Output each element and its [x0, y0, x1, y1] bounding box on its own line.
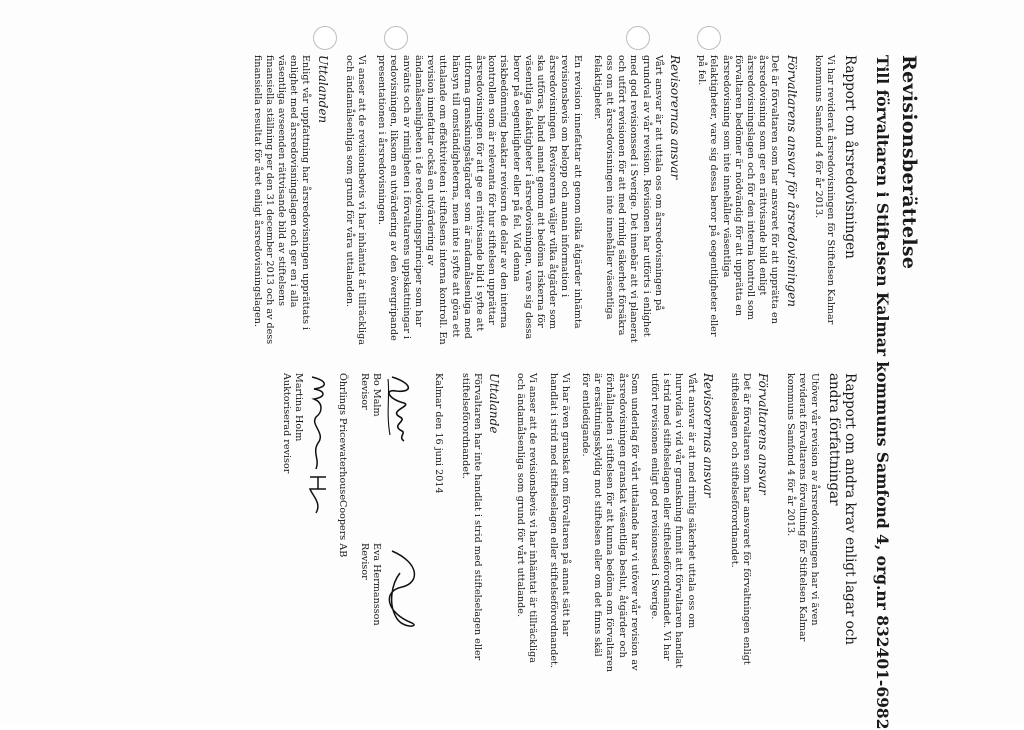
signer-name: Eva Hermansson — [371, 543, 383, 626]
paragraph: Förvaltaren har inte handlat i strid med stiftelselagen eller stiftelseförordnandet. — [459, 373, 483, 661]
paragraph: Vårt ansvar är att uttala oss om årsredovisningen på grundval av vår revision. Revisionen har utförts i enlighet med god revisionssed i Sverige. Det innebär att vi planerat och utfört revisionen för att med rimlig säkerhet försäkra oss om att årsredovisningen inte innehåller väsentliga felaktigheter. — [591, 55, 664, 343]
section-heading: Revisorernas ansvar — [667, 55, 682, 180]
document-subtitle: Till förvaltaren i Stiftelsen Kalmar kommuns Samfond 4, org.nr 832401-6982 — [873, 55, 892, 730]
left-column — [242, 55, 858, 345]
paragraph: Det är förvaltaren som har ansvaret för förvaltningen enligt stiftelselagen och stiftelseförordnandet. — [728, 373, 753, 665]
right-column — [268, 373, 858, 673]
signer-role: Auktoriserad revisor — [281, 373, 293, 474]
signature-bo-malm — [380, 373, 418, 443]
signer — [358, 543, 382, 626]
paragraph: Vi har reviderat årsredovisningen för Stiftelsen Kalmar kommuns Samfond 4 för år 2013. — [812, 55, 836, 325]
signer-role: Revisor — [359, 373, 371, 410]
signer-name: Bo Malm — [371, 373, 383, 417]
section-heading: Rapport om andra krav enligt lagar och andra författningar — [826, 373, 858, 645]
paragraph: Vi anser att de revisionsbevis vi har inhämtat är tillräckliga och ändamålsenliga som grund för våra uttalanden. — [343, 55, 368, 345]
section-heading: Rapport om årsredovisningen — [842, 55, 858, 259]
signer — [280, 373, 304, 473]
audit-firm: Öhrlings PricewaterhouseCoopers AB — [337, 373, 349, 558]
section-heading: Uttalanden — [315, 55, 330, 124]
signer — [358, 373, 382, 417]
signature-block — [268, 373, 418, 673]
section-heading: Förvaltarens ansvar — [756, 373, 771, 495]
section-heading: Uttalande — [486, 373, 501, 434]
paragraph: Vi har även granskat om förvaltaren på annat sätt har handlat i strid med stiftelselagen eller stiftelseförordnandet. — [547, 373, 571, 668]
paragraph: Som underlag för vårt uttalande har vi utöver vår revision av årsredovisningen granskat väsentliga beslut, åtgärder och förhållanden i stiftelsen för att kunna bedöma om förvaltaren är ersättningsskyldig mot stiftelsen eller om det finns skäl för entledigande. — [579, 373, 640, 673]
document-title: Revisionsberättelse — [898, 55, 920, 270]
paragraph: Det är förvaltaren som har ansvaret för att upprätta en årsredovisning som ger en rättvisande bild enligt årsredovisningslagen och för den interna kontroll som förvaltaren bedömer är nödvändig för att upprätta en årsredovisning som inte innehåller väsentliga felaktigheter, vare sig dessa beror på oegentligheter eller på fel. — [696, 55, 781, 337]
paragraph: Enligt vår uppfattning har årsredovisningen upprättats i enlighet med årsredovisningslagen och ger en i alla väsentliga avseenden rättvisande bild av stiftelsens finansiella ställning per den 31 december 2013 och av dess finansiella resultat för året enligt årsredovisningslagen. — [251, 55, 312, 345]
signature-eva-hermansson — [380, 543, 422, 633]
section-heading: Revisorernas ansvar — [700, 373, 715, 498]
signer-name: Martina Holm — [293, 373, 305, 442]
signer-role: Revisor — [359, 543, 371, 580]
paragraph: Vårt ansvar är att med rimlig säkerhet uttala oss om huruvida vi vid vår granskning funnit att förvaltaren handlat i strid med stiftelselagen eller stiftelseförordnandet. Vi har utfört revisionen enligt god revisionssed i Sverige. — [648, 373, 697, 669]
paragraph: Vi anser att de revisionsbevis vi har inhämtat är tillräckliga och ändamålsenliga som grund för vårt uttalande. — [515, 373, 539, 663]
paragraph: En revision innefattar att genom olika åtgärder inhämta revisionsbevis om belopp och annan information i årsredovisningen. Revisorerna väljer vilka åtgärder som ska utföras, bland annat genom att bedöma riskerna för väsentliga felaktigheter i årsredovisningen, vare sig dessa beror på oegentligheter eller på fel. Vid denna riskbedömning beaktar revisorn de delar av den interna kontrollen som är relevanta för hur stiftelsen upprättar årsredovisningen för att ge en rättvisande bild i syfte att utforma granskningsåtgärder som är ändamålsenliga med hänsyn till omständigheterna, men inte i syfte att göra ett uttalande om effektiviteten i stiftelsens interna kontroll. En revision innefattar också en utvärdering av ändamålsenligheten i de redovisningsprinciper som har använts och av rimligheten i förvaltarens uppskattningar i redovisningen, liksom en utvärdering av den övergripande presentationen i årsredovisningen. — [376, 55, 583, 345]
paragraph: Utöver vår revision av årsredovisningen har vi även reviderat förvaltarens förvaltning för Stiftelsen Kalmar kommuns Samfond 4 för år 2013. — [784, 373, 820, 642]
place-date: Kalmar den 16 juni 2014 — [433, 373, 445, 494]
signature-martina-holm — [304, 373, 334, 523]
section-heading: Förvaltarens ansvar för årsredovisningen — [784, 55, 799, 308]
